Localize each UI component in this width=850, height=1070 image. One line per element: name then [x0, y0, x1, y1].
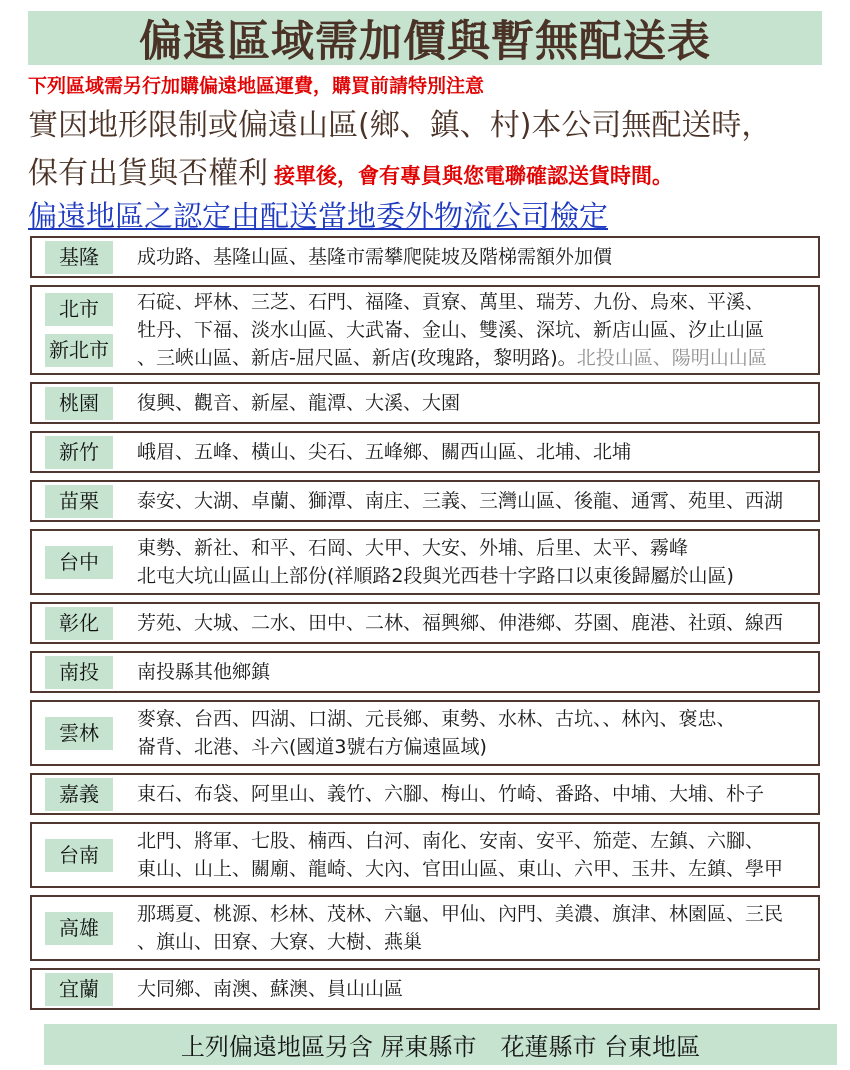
- delivery-notice-line2-red: 接單後，會有專員與您電聯確認送貨時間。: [274, 164, 673, 188]
- table-row: [30, 700, 820, 766]
- region-areas-segment: 牡丹、下福、淡水山區、大武崙、金山、雙溪、深坑、新店山區、汐止山區: [137, 319, 765, 341]
- table-row: [30, 480, 820, 522]
- region-label: 新竹: [45, 436, 113, 469]
- delivery-notice-line2: [28, 154, 822, 196]
- region-areas-line: [137, 900, 818, 928]
- region-label-column: [45, 607, 113, 640]
- region-areas-content: [113, 288, 818, 372]
- table-row: [30, 651, 820, 693]
- region-areas-line: [137, 562, 818, 590]
- region-label: 台南: [45, 839, 113, 872]
- region-areas-segment: 北門、將軍、七股、楠西、白河、南化、安南、安平、笳萣、左鎮、六腳、: [137, 830, 765, 852]
- region-label: 南投: [45, 656, 113, 689]
- region-areas-line: [137, 438, 818, 466]
- region-label: 桃園: [45, 387, 113, 420]
- table-row: [30, 382, 820, 424]
- region-areas-segment: 復興、觀音、新屋、龍潭、大溪、大園: [137, 392, 461, 414]
- footer-note: 上列偏遠地區另含 屏東縣市 花蓮縣市 台東地區: [180, 1033, 701, 1061]
- region-label-column: [45, 912, 113, 945]
- region-areas-content: [113, 780, 818, 808]
- region-areas-segment: 芳苑、大城、二水、田中、二林、福興鄉、伸港鄉、芬園、鹿港、社頭、線西: [137, 612, 784, 634]
- region-areas-segment: 石碇、坪林、三芝、石門、福隆、貢寮、萬里、瑞芳、九份、烏來、平溪、: [137, 291, 765, 313]
- region-areas-segment: 峨眉、五峰、橫山、尖石、五峰鄉、關西山區、北埔、北埔: [137, 441, 632, 463]
- table-row: [30, 529, 820, 595]
- footer-banner: [44, 1024, 837, 1065]
- region-label: 彰化: [45, 607, 113, 640]
- region-label: 高雄: [45, 912, 113, 945]
- region-areas-content: [113, 975, 818, 1003]
- region-areas-content: [113, 243, 818, 271]
- table-row: [30, 822, 820, 888]
- region-areas-content: [113, 609, 818, 637]
- region-label-column: [45, 436, 113, 469]
- region-label: 北市: [45, 293, 113, 326]
- region-areas-segment: 成功路、基隆山區、基隆市需攀爬陡坡及階梯需額外加價: [137, 246, 613, 268]
- logistics-determination-note: 偏遠地區之認定由配送當地委外物流公司檢定: [28, 199, 609, 233]
- region-label-column: [45, 546, 113, 579]
- region-areas-content: [113, 389, 818, 417]
- region-label-column: [45, 717, 113, 750]
- table-row: [30, 968, 820, 1010]
- region-areas-line: [137, 344, 818, 372]
- table-row: [30, 773, 820, 815]
- region-areas-line: [137, 609, 818, 637]
- surcharge-warning-text: 下列區域需另行加購偏遠地區運費，購買前請特別注意: [28, 75, 485, 97]
- region-areas-segment: 大同鄉、南澳、蘇澳、員山山區: [137, 978, 404, 1000]
- region-areas-content: [113, 705, 818, 761]
- region-label-column: [45, 293, 113, 367]
- table-row: [30, 285, 820, 375]
- table-row: [30, 236, 820, 278]
- region-areas-segment: 東石、布袋、阿里山、義竹、六腳、梅山、竹崎、番路、中埔、大埔、朴子: [137, 783, 765, 805]
- region-areas-content: [113, 487, 818, 515]
- region-areas-line: [137, 487, 818, 515]
- region-label: 宜蘭: [45, 973, 113, 1006]
- region-areas-line: [137, 658, 818, 686]
- page-title: 偏遠區域需加價與暫無配送表: [139, 16, 711, 67]
- table-row: [30, 602, 820, 644]
- region-areas-segment: 東勢、新社、和平、石岡、大甲、大安、外埔、后里、太平、霧峰: [137, 537, 689, 559]
- region-label-column: [45, 485, 113, 518]
- region-label-column: [45, 973, 113, 1006]
- region-label: 雲林: [45, 717, 113, 750]
- region-areas-muted-segment: 北投山區、陽明山山區: [576, 347, 767, 369]
- remote-area-table: [30, 236, 820, 1010]
- table-row: [30, 895, 820, 961]
- region-label: 嘉義: [45, 778, 113, 811]
- region-label-column: [45, 839, 113, 872]
- region-areas-segment: 南投縣其他鄉鎮: [137, 661, 271, 683]
- delivery-notice-line2-main: 保有出貨與否權利: [28, 156, 268, 191]
- region-areas-line: [137, 975, 818, 1003]
- region-areas-line: [137, 243, 818, 271]
- region-label-column: [45, 387, 113, 420]
- region-areas-line: [137, 855, 818, 883]
- region-areas-content: [113, 827, 818, 883]
- region-areas-segment: 、三峽山區、新店-屈尺區、新店(玫瑰路，黎明路)。: [137, 347, 577, 369]
- region-areas-line: [137, 705, 818, 733]
- region-areas-line: [137, 389, 818, 417]
- region-areas-line: [137, 534, 818, 562]
- region-label: 新北市: [45, 334, 113, 367]
- region-areas-segment: 麥寮、台西、四湖、口湖、元長鄉、東勢、水林、古坑、、林內、褒忠、: [137, 708, 736, 730]
- region-areas-segment: 泰安、大湖、卓蘭、獅潭、南庄、三義、三灣山區、後龍、通霄、苑里、西湖: [137, 490, 784, 512]
- region-label: 苗栗: [45, 485, 113, 518]
- region-areas-content: [113, 900, 818, 956]
- region-label-column: [45, 656, 113, 689]
- region-areas-line: [137, 928, 818, 956]
- table-row: [30, 431, 820, 473]
- region-areas-line: [137, 733, 818, 761]
- region-label: 基隆: [45, 241, 113, 274]
- region-areas-content: [113, 438, 818, 466]
- region-areas-content: [113, 534, 818, 590]
- region-areas-segment: 東山、山上、關廟、龍崎、大內、官田山區、東山、六甲、玉井、左鎮、學甲: [137, 858, 784, 880]
- title-banner: [28, 11, 822, 65]
- region-areas-segment: 那瑪夏、桃源、杉林、茂林、六龜、甲仙、內門、美濃、旗津、林園區、三民: [137, 903, 784, 925]
- region-label: 台中: [45, 546, 113, 579]
- region-areas-line: [137, 288, 818, 316]
- region-label-column: [45, 778, 113, 811]
- region-areas-segment: 北屯大坑山區山上部份(祥順路2段與光西巷十字路口以東後歸屬於山區): [137, 565, 734, 587]
- delivery-notice-line1: 實因地形限制或偏遠山區(鄉、鎮、村)本公司無配送時，: [28, 108, 772, 143]
- region-areas-line: [137, 316, 818, 344]
- region-areas-content: [113, 658, 818, 686]
- region-label-column: [45, 241, 113, 274]
- region-areas-segment: 、旗山、田寮、大寮、大樹、燕巢: [137, 931, 423, 953]
- region-areas-line: [137, 827, 818, 855]
- region-areas-segment: 崙背、北港、斗六(國道3號右方偏遠區域): [137, 736, 487, 758]
- region-areas-line: [137, 780, 818, 808]
